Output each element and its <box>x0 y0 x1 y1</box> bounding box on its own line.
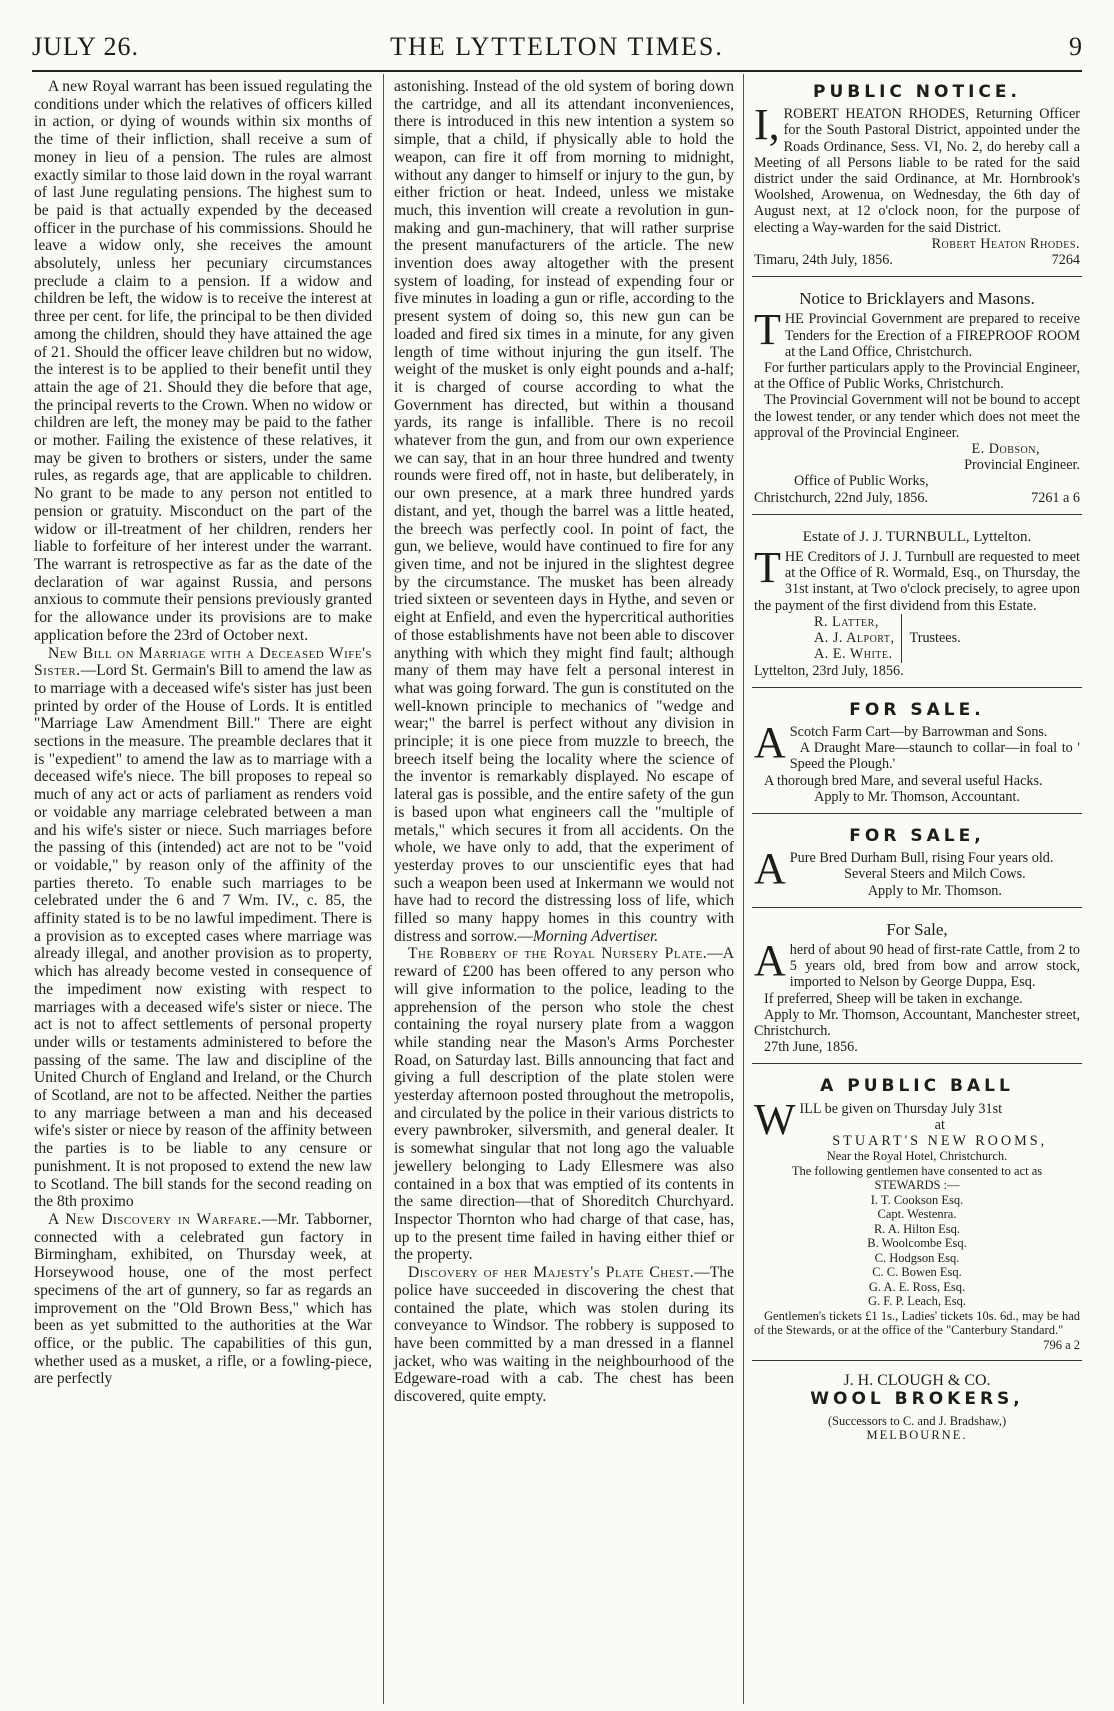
ad-body: A Draught Mare—staunch to collar—in foal to ' Speed the Plough.' <box>789 740 1080 773</box>
article-warfare-continued <box>394 78 734 945</box>
drop-cap: T <box>754 543 781 593</box>
steward-name: C. Hodgson Esq. <box>874 1250 960 1265</box>
newspaper-title: THE LYTTELTON TIMES. <box>390 32 724 61</box>
ad-heading: FOR SALE. <box>849 699 985 720</box>
ad-signature: Robert Heaton Rhodes. <box>931 235 1080 252</box>
ad-at: at <box>934 1116 945 1133</box>
steward-name: I. T. Cookson Esq. <box>870 1192 964 1207</box>
drop-cap: T <box>754 305 781 355</box>
drop-cap: I, <box>754 100 780 150</box>
steward-name: G. F. P. Leach, Esq. <box>868 1294 966 1309</box>
ad-apply: Apply to Mr. Thomson, Accountant. <box>814 788 1020 805</box>
ad-city: MELBOURNE. <box>866 1428 968 1443</box>
article-body: —The police have succeeded in discovering the chest that contained the plate, which was stolen during its conveyance to Windsor. The robbery is supposed to have been committed by a man dressed in a flannel jacket, who was waiting in the neighbourhood of the Edgeware-road with a cab. The chest has been discovered, quite empty. <box>394 1264 734 1406</box>
ad-near: Near the Royal Hotel, Christchurch. <box>826 1149 1008 1164</box>
ad-apply: Apply to Mr. Thomson, Accountant, Manchester street, Christchurch. <box>754 1006 1080 1039</box>
ad-body: Scotch Farm Cart—by Barrowman and Sons. <box>789 723 1048 740</box>
article-body: astonishing. Instead of the old system of boring down the cartridge, and all its attendant inconveniences, there is introduced in this new intention a system so simple, that a child, if physically able to hold the weapon, can fire it off from morning to midnight, without any danger to himself or injury to the gun, by either friction or heat. Indeed, unless we mistake much, this invention will create a revolution in gun-making and gun-machinery, that will rather surprise the present manufacturers of the article. The new invention does away altogether with the present system of loading, for instead of expending four or five minutes in loading a gun or rifle, according to the present system of doing so, this new gun can be loaded and fired six times in a minute, for any given length of time without injuring the gun itself. The weight of the musket is only eight pounds and a-half; it is charged of course according to what the Government has directed, but within a thousand yards, its range is infallible. There is no recoil whatever from the gun, and from our own experience we can say, that in an hour three hundred and twenty rounds were fired off, not in haste, but deliberately, in our own presence, at a mark three hundred yards distant, and yet, though the barrel was a little heated, the breech was perfectly cool. In point of fact, the gun, we believe, would have continued to fire for any given time, and not be injured in the slightest degree by the circumstance. The musket has been already tried sixteen or seventeen days in Hythe, and seven or eight at Enfield, and even the hypercritical authorities of those establishments have not been able to discover anything with which they might find fault; although many of them may have felt a personal interest in what was going forward. The gun is constituted on the well-known principle to mechanics of "wedge and wear;" the barrel is perfect without any division in principle; it is one piece from muzzle to breech, the breech itself being the locality where the science of the inventor is remarkably displayed. No escape of lateral gas is possible, and the entire safety of the gun is based upon what engineers call the "multiple of metals," which secures it from all accidents. On the whole, we have only to add, that the experiment of yesterday proves to our unscientific eyes that had such a weapon been used at Inkermann we would not have had to record the distressing loss of life, which filled so many happy homes in this country with distress and sorrow.— <box>394 78 734 945</box>
article-heading: Discovery of her Majesty's Plate Chest. <box>408 1264 695 1282</box>
column-1 <box>34 78 372 1388</box>
ad-body: Pure Bred Durham Bull, rising Four years old. <box>789 850 1054 867</box>
ad-for-sale-cart <box>752 696 1082 814</box>
ad-consent: The following gentlemen have consented to act as <box>791 1163 1043 1178</box>
drop-cap: W <box>754 1094 796 1144</box>
drop-cap: A <box>754 717 786 767</box>
ad-body: ROBERT HEATON RHODES, Returning Officer for the South Pastoral District, appointed under the Roads Ordinance, Sess. VI, No. 2, do hereby call a Meeting of all Persons liable to be rated for the said district under the said Ordinance, at Mr. Hornbrook's Woolshed, Arowenua, on Wednesday, the 6th day of August next, at 12 o'clock noon, for the purpose of electing a Way-warden for the said District. <box>754 106 1080 236</box>
trustees-block <box>814 614 1080 663</box>
ad-heading: PUBLIC NOTICE. <box>813 82 1021 102</box>
ad-tickets: Gentlemen's tickets £1 1s., Ladies' tickets 10s. 6d., may be had of the Stewards, or at the office of the "Canterbury Standard." <box>754 1308 1080 1338</box>
ad-body: If preferred, Sheep will be taken in exchange. <box>764 990 1023 1007</box>
article-warfare <box>34 1211 372 1388</box>
column-divider <box>743 74 744 1704</box>
ad-public-notice <box>752 78 1082 277</box>
stewards-list <box>754 1193 1080 1309</box>
ad-body: ILL be given on Thursday July 31st <box>799 1100 1003 1117</box>
ad-heading: For Sale, <box>886 919 948 939</box>
ad-note: (Successors to C. and J. Bradshaw,) <box>827 1413 1007 1428</box>
ad-body: herd of about 90 head of first-rate Cattle, from 2 to 5 years old, bred from bow and arrow stock, imported to Nelson by George Duppa, Esq. <box>789 941 1080 991</box>
drop-cap: A <box>754 844 786 894</box>
article-plate-chest <box>394 1264 734 1406</box>
ad-office: Office of Public Works, <box>794 473 929 490</box>
ad-body: A thorough bred Mare, and several useful Hacks. <box>764 772 1043 789</box>
trustee-name: A. J. Alport, <box>814 630 895 647</box>
ad-turnbull-estate <box>752 523 1082 688</box>
ad-body: Several Steers and Milch Cows. <box>844 866 1026 883</box>
ad-clough <box>752 1369 1082 1450</box>
article-marriage-bill <box>34 645 372 1212</box>
drop-cap: A <box>754 935 786 985</box>
header-rule <box>32 70 1082 72</box>
steward-name: Capt. Westenra. <box>877 1207 957 1222</box>
ad-heading: J. H. CLOUGH & CO. <box>843 1372 991 1390</box>
ad-bricklayers <box>752 285 1082 515</box>
masthead <box>32 22 1082 62</box>
ad-signature: E. Dobson, <box>971 441 1040 458</box>
ad-place-date: Lyttelton, 23rd July, 1856. <box>754 662 904 679</box>
ad-ref: 796 a 2 <box>1043 1337 1080 1352</box>
trustees-label: Trustees. <box>909 630 961 647</box>
ad-venue: STUART'S NEW ROOMS, <box>832 1132 1048 1149</box>
ad-date: 27th June, 1856. <box>764 1039 858 1056</box>
ad-body: For further particulars apply to the Provincial Engineer, at the Office of Public Works, Christchurch. <box>754 360 1080 393</box>
ad-heading: Estate of J. J. TURNBULL, Lyttelton. <box>802 528 1032 545</box>
page-number: 9 <box>1069 32 1082 61</box>
article-nursery-plate <box>394 945 734 1264</box>
column-divider <box>383 74 384 1704</box>
ad-signature: Provincial Engineer. <box>964 457 1080 474</box>
article-body: —Lord St. Germain's Bill to amend the law as to marriage with a deceased wife's sister has just been printed by order of the House of Lords. It is entitled "Marriage Law Amendment Bill." There are eight sections in the measure. The preamble declares that it is "expedient" to amend the law as to marriage with a deceased wife's niece. The bill proposes to repeal so much of any act or acts of parliament as renders void or voidable any marriage celebrated between a man and his wife's sister or niece. Such marriages before the passing of this (intended) act are not to be "void or voidable," by reason only of the affinity of the parties thereto. To enable such marriages to be celebrated under the 6 and 7 Wm. IV., c. 85, the affinity stated is to be no lawful impediment. There is a provision as to excepted cases where marriage was already illegal, and another provision as to property, which has already become vested in consequence of the impediment now existing with respect to marriages with a deceased wife's sister or niece. The act is not to affect settlements of personal property under wills or testaments administered to before the passing of the same. The law and discipline of the United Church of England and Ireland, or the Church of Scotland, are not to be affected. Neither the parties to any marriage between a man and his deceased wife's sister or niece by reason of the affinity between the parties is to be liable to any censure or punishment. It is not proposed to extend the new law to Scotland. The bill stands for the second reading on the 8th proximo <box>34 662 372 1211</box>
ad-place-date: Timaru, 24th July, 1856. <box>754 252 893 269</box>
ad-heading: FOR SALE, <box>849 825 985 846</box>
trustee-name: A. E. White. <box>814 646 893 663</box>
steward-name: C. C. Bowen Esq. <box>872 1265 962 1280</box>
ad-heading: A PUBLIC BALL <box>820 1076 1014 1097</box>
ad-public-ball <box>752 1072 1082 1361</box>
ad-subheading: WOOL BROKERS, <box>810 1389 1024 1410</box>
issue-date: JULY 26. <box>32 32 139 61</box>
article-heading: New Bill on Marriage with a Deceased Wife's Sister. <box>34 644 372 680</box>
ad-apply: Apply to Mr. Thomson. <box>867 882 1002 899</box>
article-body: —A reward of £200 has been offered to any person who will give information to the police, leading to the apprehension of the person who stole the chest containing the royal nursery plate from a waggon while standing near the Mason's Arms Porchester Road, on Saturday last. Bills announcing that fact and giving a full description of the plate stolen were yesterday afternoon posted throughout the metropolis, and circulated by the police in their various districts to every pawnbroker, silversmith, and general dealer. It is somewhat singular that not long ago the valuable jewellery belonging to Lady Ellesmere was also contained in a box that was emptied of its contents in the same direction—that of Shoreditch Churchyard. Inspector Thornton who had charge of that case, has, up to the present time failed in having either thief or the property. <box>394 945 734 1264</box>
steward-name: B. Woolcombe Esq. <box>867 1236 967 1251</box>
ad-ref: 7264 <box>1051 252 1080 269</box>
article-heading: A New Discovery in Warfare. <box>48 1211 262 1228</box>
article-body: —Mr. Tabborner, connected with a celebrated gun factory in Birmingham, exhibited, on Thursday week, at Horseywood house, one of the most perfect specimens of the art of gunnery, so far as regards an improvement on the "Old Brown Bess," which has been as yet submitted to the authorities at the War office, or the public. The capabilities of this gun, whether used as a musket, a rifle, or a fowling-piece, are perfectly <box>34 1211 372 1388</box>
ad-place-date: Christchurch, 22nd July, 1856. <box>754 489 929 506</box>
ad-body: The Provincial Government will not be bound to accept the lowest tender, or any tender which does not meet the approval of the Provincial Engineer. <box>754 392 1080 441</box>
ad-heading: Notice to Bricklayers and Masons. <box>799 289 1035 309</box>
article-heading: The Robbery of the Royal Nursery Plate. <box>408 945 708 963</box>
column-2 <box>394 78 734 1406</box>
ad-body: HE Creditors of J. J. Turnbull are requested to meet at the Office of R. Wormald, Esq., on Thursday, the 31st instant, at Two o'clock precisely, to agree upon the payment of the first dividend from this Estate. <box>754 549 1080 614</box>
column-3-advertisements <box>752 78 1082 1459</box>
ad-for-sale-bull <box>752 822 1082 908</box>
trustee-name: R. Latter, <box>814 613 879 630</box>
article-source: Morning Advertiser. <box>532 927 659 945</box>
ad-for-sale-herd <box>752 916 1082 1065</box>
ad-body: HE Provincial Government are prepared to receive Tenders for the Erection of a FIREPROOF ROOM at the Land Office, Christchurch. <box>784 311 1080 360</box>
ad-ref: 7261 a 6 <box>1031 489 1080 506</box>
steward-name: G. A. E. Ross, Esq. <box>868 1279 966 1294</box>
article-pensions: A new Royal warrant has been issued regulating the conditions under which the relatives of officers killed in action, or dying of wounds within six months of the time of their infliction, shall receive a sum of money in lieu of a pension. The rules are almost exactly similar to those laid down in the royal warrant of last June regulating pensions. The highest sum to be paid is that actually expended by the deceased officer in the purchase of his commissions. Should he leave a widow only, she receives the amount absolutely, unless her pecuniary circumstances preclude a claim to a pension. If a widow and children be left, the widow is to receive the interest at three per cent. for life, the principal to be then divided among the children, should they have attained the age of 21. Should the officer leave children but no widow, the interest is to be applied to their benefit until they attain the age of 21. Should they die before that age, the principal reverts to the Crown. When no widow or children are left, the money may be paid to the father or mother. Failing the existence of these relatives, it may be given to brothers or sisters, under the same rules, as regards age, that are applicable to children. No grant to be made to any person not entitled to pension or gratuity. Misconduct on the part of the widow or ill-treatment of her children, renders her liable to forfeiture of her interest under the warrant. The warrant is retrospective as far as the date of the declaration of war against Russia, and persons anxious to commute their pensions previously granted for the allowance under its provisions are to make application before the 23rd of October next. <box>34 78 372 644</box>
stewards-label: STEWARDS :— <box>874 1178 960 1193</box>
steward-name: R. A. Hilton Esq. <box>873 1221 961 1236</box>
